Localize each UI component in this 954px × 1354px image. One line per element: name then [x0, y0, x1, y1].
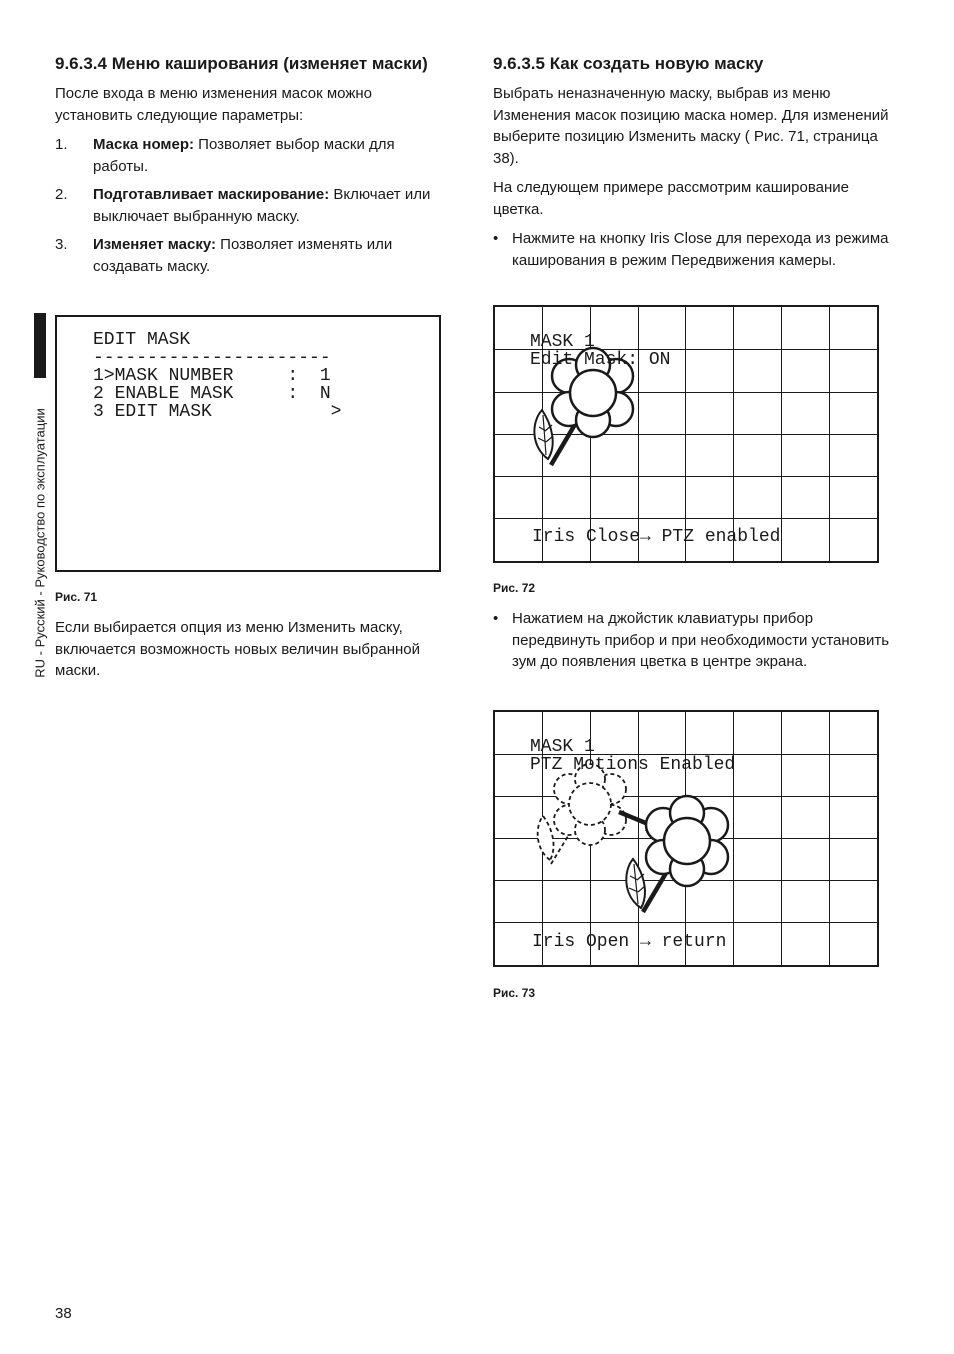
right-column — [493, 52, 903, 271]
list-number: 3. — [55, 236, 68, 253]
osd-mask-label: MASK 1 — [530, 737, 595, 757]
osd-edit-mask-status: Edit Mask: ON — [530, 350, 671, 370]
camera-screen-ptz-motion — [493, 710, 879, 967]
osd-iris-open-hint: Iris Open → return — [532, 932, 727, 952]
bullet-dot: • — [493, 230, 499, 247]
list-number: 1. — [55, 136, 68, 153]
bullet-list — [493, 228, 903, 271]
sidebar-label: RU - Русский - Руководство по эксплуатации — [32, 408, 48, 678]
menu-row-edit-mask: 3 EDIT MASK > — [93, 402, 342, 422]
camera-screen-edit-mask — [493, 305, 879, 563]
list-item — [493, 608, 903, 673]
list-item — [55, 134, 445, 177]
figure-caption-71: Рис. 71 — [55, 590, 98, 604]
paragraph-example: На следующем примере рассмотрим каширование цветка. — [493, 179, 850, 218]
sidebar-tab-marker — [34, 313, 46, 378]
list-term: Маска номер: — [93, 136, 195, 153]
bullet-text: Нажмите на кнопку Iris Close для перехода из режима каширования в режим Передвижения камеры. — [512, 230, 889, 269]
flower-icon — [626, 796, 728, 912]
figure-caption-73: Рис. 73 — [493, 986, 536, 1000]
figure-caption-72: Рис. 72 — [493, 581, 536, 595]
left-column — [55, 52, 445, 284]
page-number: 38 — [55, 1305, 72, 1322]
camera-view-graphic — [495, 307, 877, 561]
list-term: Изменяет маску: — [93, 236, 217, 253]
section-heading-9-6-3-5: 9.6.3.5 Как создать новую маску — [493, 54, 764, 73]
edit-mask-menu-screen — [55, 315, 441, 572]
after-figure-paragraph: Если выбирается опция из меню Изменить маску, включается возможность новых величин выбранной маски. — [55, 619, 420, 679]
menu-row-mask-number: 1>MASK NUMBER : 1 — [93, 366, 331, 386]
osd-iris-close-hint: Iris Close→ PTZ enabled — [532, 527, 781, 547]
list-item — [55, 184, 445, 227]
list-text: Включает или выключает выбранную маску. — [93, 186, 431, 225]
bullet-text: Нажатием на джойстик клавиатуры прибор передвинуть прибор и при необходимости установить зум до появления цветка в центре экрана. — [512, 610, 890, 670]
osd-ptz-motions-status: PTZ Motions Enabled — [530, 755, 736, 775]
menu-separator: ---------------------- — [93, 348, 331, 368]
menu-title: EDIT MASK — [93, 330, 191, 350]
list-item — [55, 234, 445, 277]
list-term: Подготавливает маскирование: — [93, 186, 330, 203]
list-number: 2. — [55, 186, 68, 203]
osd-mask-label: MASK 1 — [530, 332, 595, 352]
camera-view-graphic — [495, 712, 877, 965]
paragraph-select-mask: Выбрать неназначенную маску, выбрав из меню Изменения масок позицию маска номер. Для изменений выберите позицию Изменить маску ( Рис. 71, страница 38). — [493, 85, 889, 167]
menu-row-enable-mask: 2 ENABLE MASK : N — [93, 384, 331, 404]
list-text: Позволяет выбор маски для работы. — [93, 136, 395, 175]
section-heading-9-6-3-4: 9.6.3.4 Меню каширования (изменяет маски) — [55, 54, 428, 73]
list-item — [493, 228, 903, 271]
list-text: Позволяет изменять или создавать маску. — [93, 236, 393, 275]
bullet-dot: • — [493, 610, 499, 627]
previous-flower-outline-icon — [538, 764, 626, 864]
bullet-list — [493, 608, 903, 673]
parameter-list — [55, 134, 445, 277]
intro-paragraph: После входа в меню изменения масок можно установить следующие параметры: — [55, 85, 372, 124]
